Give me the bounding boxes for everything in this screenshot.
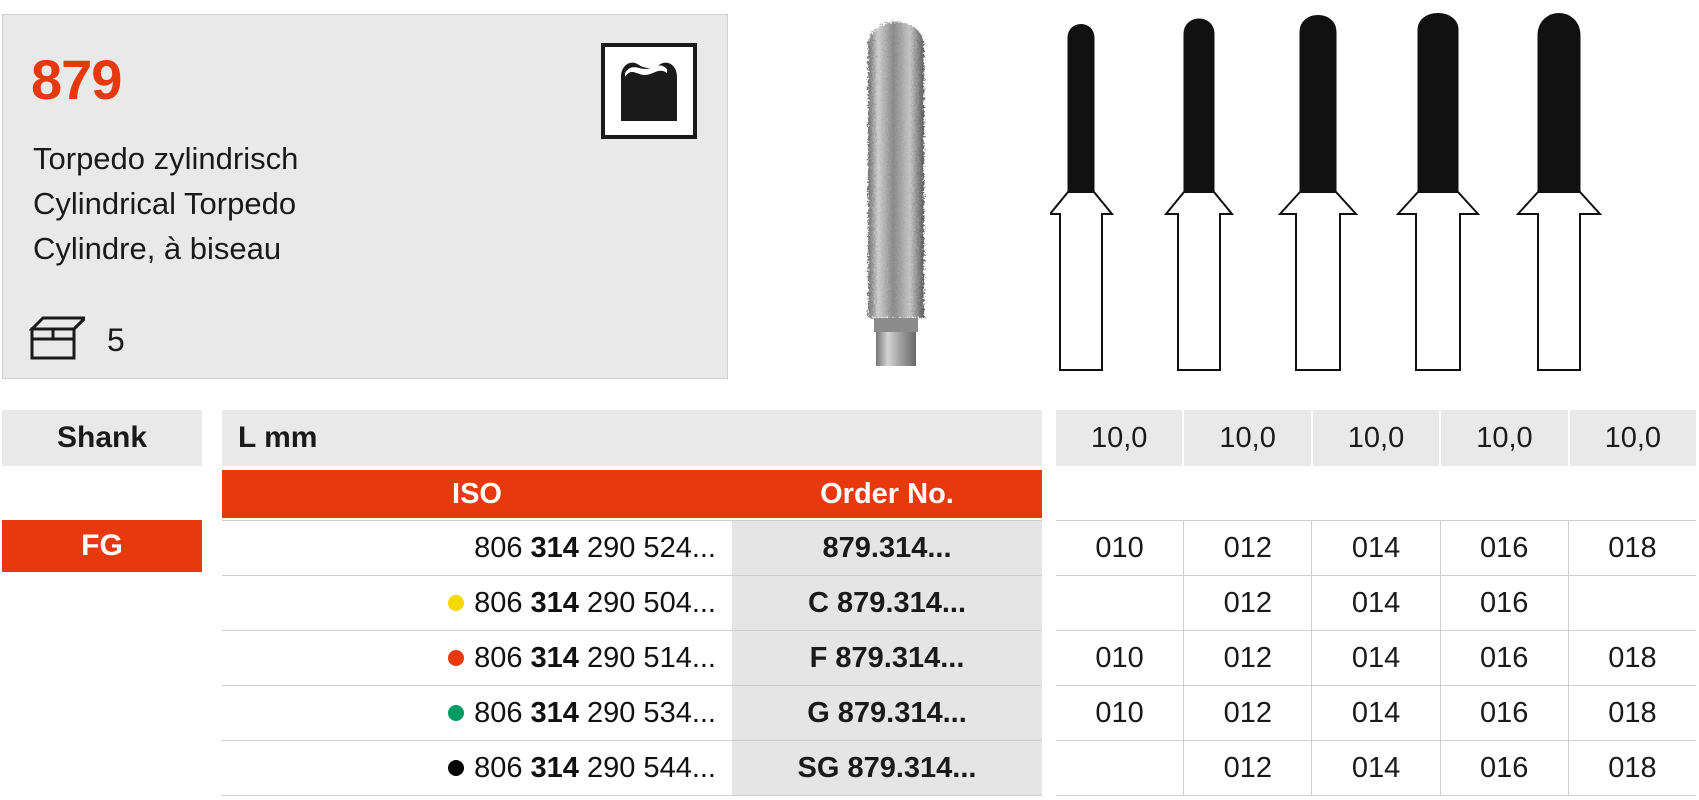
table-row [222,520,1042,576]
order-number-cell: F 879.314... [732,631,1042,685]
iso-number: 806 314 290 524... [474,531,716,564]
size-cell: 018 [1608,641,1657,674]
length-cell: 10,0 [1441,410,1569,466]
table-row [222,576,1042,631]
size-cell: 016 [1441,576,1569,630]
grit-color-dot [448,760,464,776]
size-row [1056,631,1696,686]
size-cell: 010 [1056,686,1184,740]
bur-shape-012 [1166,19,1232,370]
iso-number: 806 314 290 514... [474,641,716,674]
size-cell: 012 [1184,521,1312,575]
length-cell: 10,0 [1184,410,1312,466]
order-number-cell: 879.314... [732,521,1042,575]
product-info-card [2,14,728,379]
size-cell [1056,576,1184,630]
size-row [1056,686,1696,741]
pack-info [29,315,125,366]
iso-cell [222,576,732,630]
iso-cell [222,521,732,575]
size-row [1056,520,1696,576]
size-cell: 014 [1312,686,1440,740]
bur-shape-diagrams [1050,0,1690,380]
grit-color-dot [448,705,464,721]
iso-number: 806 314 290 544... [474,751,716,784]
iso-rows [222,520,1042,796]
iso-number: 806 314 290 504... [474,586,716,619]
length-row [1056,410,1696,466]
iso-cell [222,741,732,795]
shank-value-fg: FG [2,520,202,572]
molar-tooth-icon [601,43,697,144]
size-cell: 016 [1441,686,1569,740]
iso-column-header: ISO [452,477,502,510]
iso-number: 806 314 290 534... [474,696,716,729]
size-cell: 012 [1184,631,1312,685]
iso-order-header [222,470,1042,518]
size-cell [1056,741,1184,795]
size-cell: 012 [1184,741,1312,795]
table-row [222,686,1042,741]
table-row [222,631,1042,686]
bur-shape-014 [1280,16,1356,371]
size-cell: 014 [1312,741,1440,795]
product-number: 879 [31,48,122,111]
box-icon [29,315,85,366]
length-header: L mm [222,410,1042,466]
product-name-de: Torpedo zylindrisch [33,141,299,176]
size-cell: 018 [1608,696,1657,729]
bur-shape-016 [1398,14,1478,371]
length-cell: 10,0 [1604,421,1662,454]
size-matrix [1056,410,1696,784]
product-name-fr: Cylindre, à biseau [33,230,282,266]
order-column-header: Order No. [820,477,954,510]
shank-header: Shank [2,410,202,466]
grit-color-dot [448,650,464,666]
size-cell: 016 [1441,521,1569,575]
size-cell: 016 [1441,631,1569,685]
size-row [1056,741,1696,796]
order-number-cell: SG 879.314... [732,741,1042,795]
order-number-cell: G 879.314... [732,686,1042,740]
size-cell: 018 [1608,531,1657,564]
size-cell: 014 [1312,521,1440,575]
product-name-en: Cylindrical Torpedo [33,185,297,221]
size-cell: 010 [1056,631,1184,685]
size-cell: 014 [1312,576,1440,630]
bur-shape-018 [1518,14,1600,371]
size-cell: 014 [1312,631,1440,685]
size-cell: 016 [1441,741,1569,795]
diamond-bur-photo [836,0,956,385]
size-cell: 018 [1608,751,1657,784]
bur-shape-010 [1050,25,1112,371]
length-cell: 10,0 [1056,410,1184,466]
iso-cell [222,631,732,685]
size-cell: 012 [1184,686,1312,740]
size-cell: 010 [1056,521,1184,575]
grit-color-dot [448,595,464,611]
pack-quantity: 5 [107,322,125,358]
table-row [222,741,1042,796]
size-cell: 012 [1184,576,1312,630]
iso-cell [222,686,732,740]
length-cell: 10,0 [1313,410,1441,466]
size-cell [1569,576,1696,630]
size-rows [1056,520,1696,796]
order-number-cell: C 879.314... [732,576,1042,630]
size-row [1056,576,1696,631]
product-names [33,137,298,272]
